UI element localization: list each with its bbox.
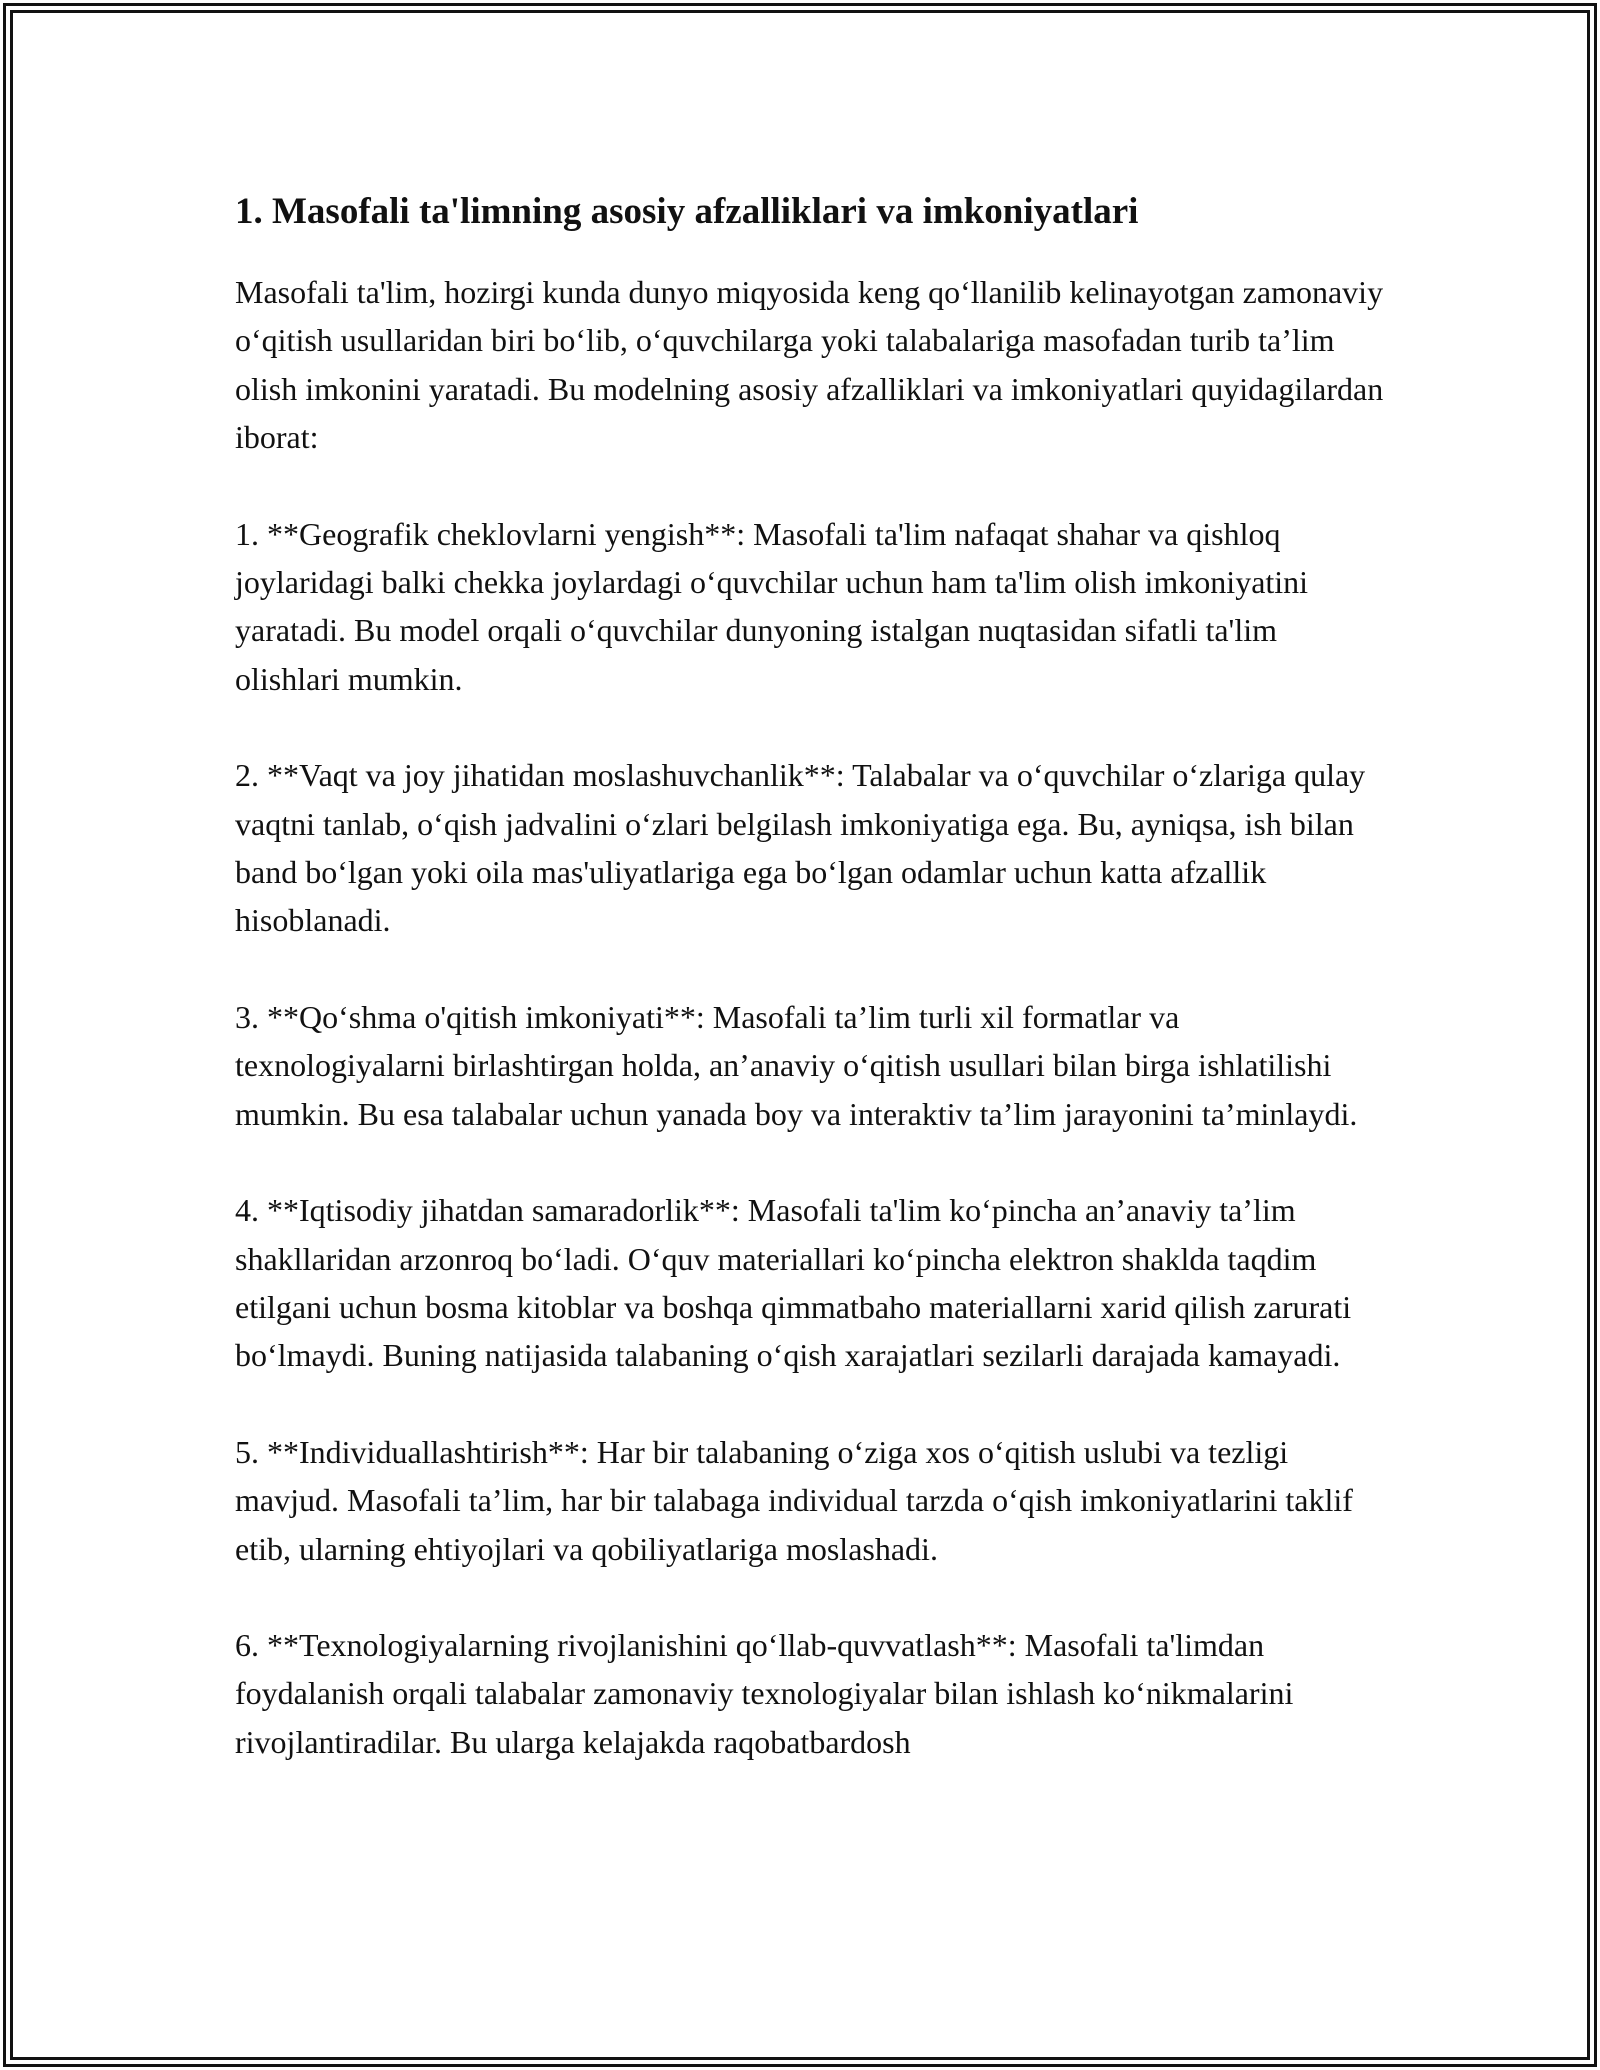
list-item-3: 3. **Qo‘shma o'qitish imkoniyati**: Masofali ta’lim turli xil formatlar va texnologiyalarni birlashtirgan holda, an’anaviy o‘qitish usullari bilan birga ishlatilishi mumkin. Bu esa talabalar uchun yanada boy va interaktiv ta’lim jarayonini ta’minlaydi.: [235, 998, 1358, 1132]
list-item-6: 6. **Texnologiyalarning rivojlanishini qo‘llab-quvvatlash**: Masofali ta'limdan foydalanish orqali talabalar zamonaviy texnologiyalar bilan ishlash ko‘nikmalarini rivojlantiradilar. Bu ularga kelajakda raqobatbardosh: [235, 1626, 1294, 1760]
list-item-2: 2. **Vaqt va joy jihatidan moslashuvchanlik**: Talabalar va o‘quvchilar o‘zlariga qulay vaqtni tanlab, o‘qish jadvalini o‘zlari belgilash imkoniyatiga ega. Bu, ayniqsa, ish bilan band bo‘lgan yoki oila mas'uliyatlariga ega bo‘lgan odamlar uchun katta afzallik hisoblanadi.: [235, 757, 1366, 939]
document-title: 1. Masofali ta'limning asosiy afzalliklari va imkoniyatlari: [235, 191, 1139, 232]
list-item-1: 1. **Geografik cheklovlarni yengish**: Masofali ta'lim nafaqat shahar va qishloq joylaridagi balki chekka joylardagi o‘quvchilar uchun ham ta'lim olish imkoniyatini yaratadi. Bu model orqali o‘quvchilar dunyoning istalgan nuqtasidan sifatli ta'lim olishlari mumkin.: [235, 515, 1309, 697]
intro-paragraph: Masofali ta'lim, hozirgi kunda dunyo miqyosida keng qo‘llanilib kelinayotgan zamonaviy o‘qitish usullaridan biri bo‘lib, o‘quvchilarga yoki talabalariga masofadan turib ta’lim olish imkonini yaratadi. Bu modelning asosiy afzalliklari va imkoniyatlari quyidagilardan iborat:: [235, 274, 1384, 456]
list-item-5: 5. **Individuallashtirish**: Har bir talabaning o‘ziga xos o‘qitish uslubi va tezligi mavjud. Masofali ta’lim, har bir talabaga individual tarzda o‘qish imkoniyatlarini taklif etib, ularning ehtiyojlari va qobiliyatlariga moslashadi.: [235, 1433, 1353, 1567]
document-body: [235, 188, 1385, 1814]
list-item-4: 4. **Iqtisodiy jihatdan samaradorlik**: Masofali ta'lim ko‘pincha an’anaviy ta’lim shakllaridan arzonroq bo‘ladi. O‘quv materiallari ko‘pincha elektron shaklda taqdim etilgani uchun bosma kitoblar va boshqa qimmatbaho materiallarni xarid qilish zarurati bo‘lmaydi. Buning natijasida talabaning o‘qish xarajatlari sezilarli darajada kamayadi.: [235, 1192, 1352, 1374]
